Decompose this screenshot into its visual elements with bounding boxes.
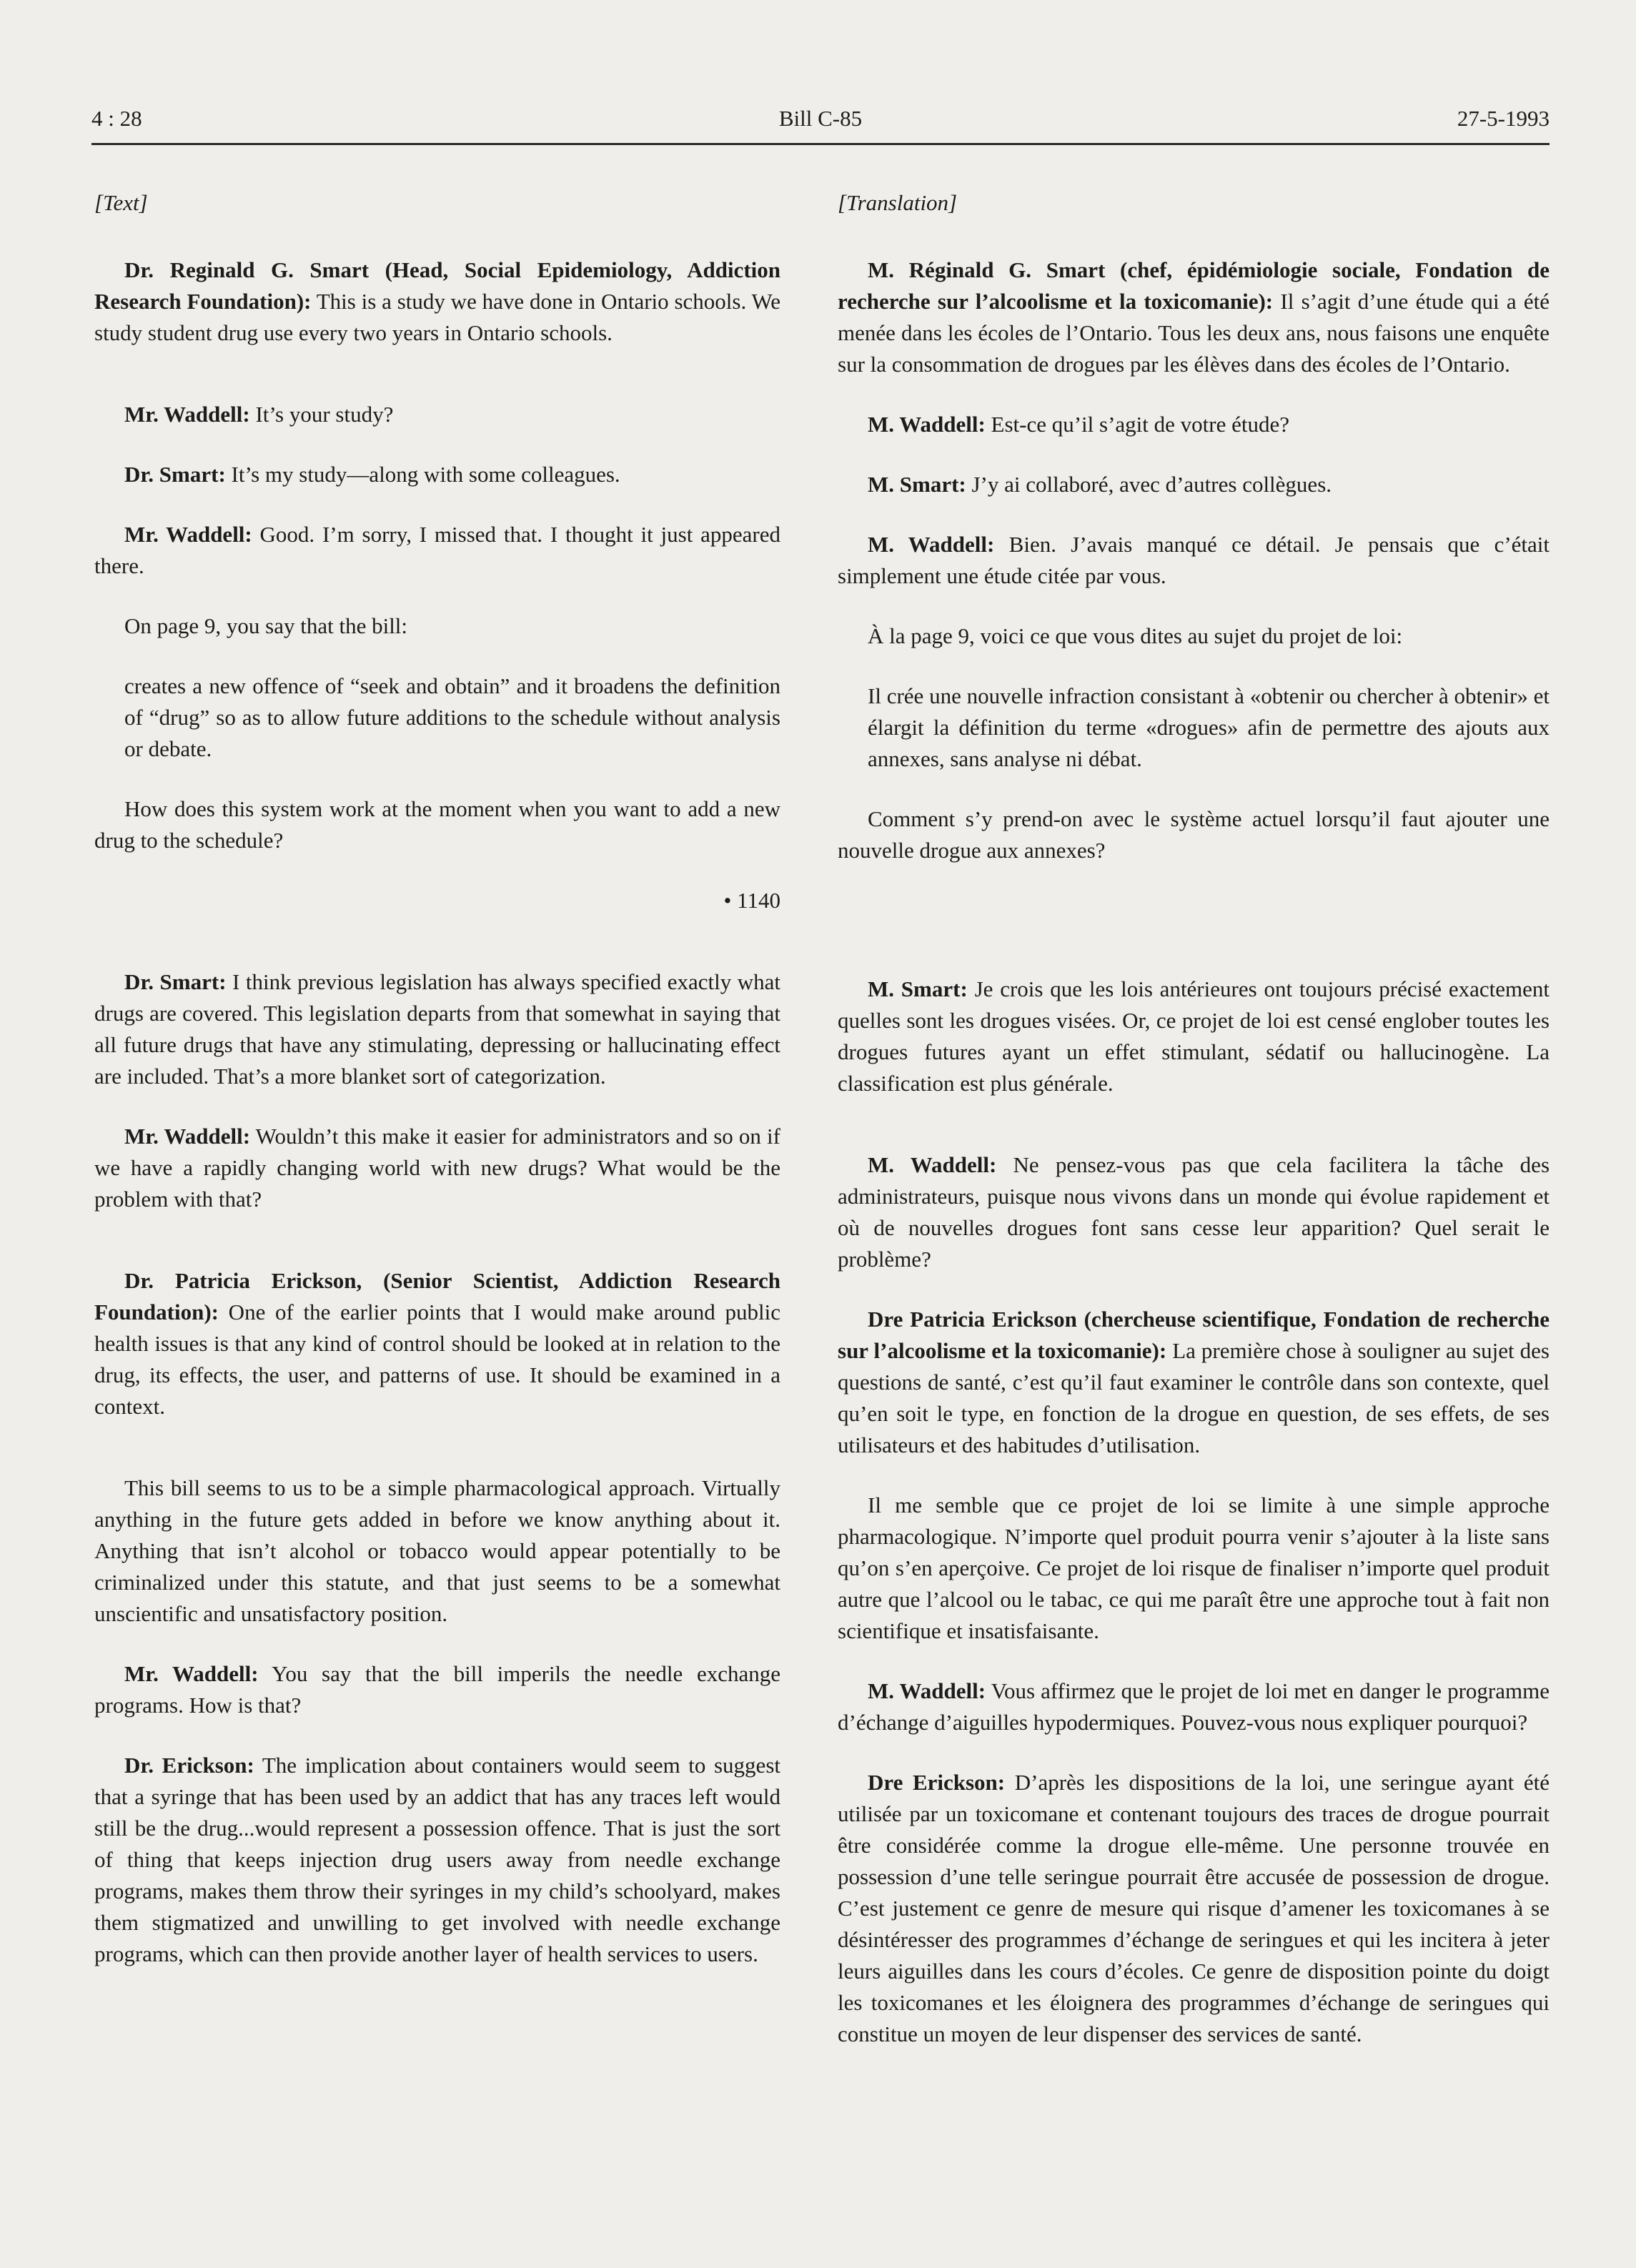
speech-text: It’s my study—along with some colleagues. bbox=[225, 462, 620, 487]
speaker-name: M. Smart: bbox=[868, 976, 968, 1001]
speech-text: You say that the bill imperils the needle exchange programs. How is that? bbox=[94, 1661, 780, 1718]
speaker-name: M. Smart: bbox=[868, 472, 966, 497]
translation-tag: [Translation] bbox=[838, 190, 958, 215]
header-rule bbox=[91, 143, 1550, 145]
paragraph: On page 9, you say that the bill: bbox=[124, 613, 408, 638]
block-quote: Il crée une nouvelle infraction consistant à «obtenir ou chercher à obtenir» et élargit la définition du terme «drogues» afin de permettre des ajouts aux annexes, sans analyse ni débat. bbox=[868, 683, 1550, 771]
page-header bbox=[91, 106, 1550, 143]
speaker-name: Mr. Waddell: bbox=[124, 1124, 251, 1149]
speech-text: Ne pensez-vous pas que cela facilitera la tâche des administrateurs, puisque nous vivons dans un monde qui évolue rapidement et où de nouvelles drogues font sans cesse leur apparition? Quel serait le problème? bbox=[838, 1152, 1550, 1272]
time-marker: • 1140 bbox=[723, 888, 780, 913]
speaker-name: Dr. Reginald G. Smart (Head, Social Epidemiology, Addiction Research Foundation): bbox=[94, 257, 780, 314]
speech-text: One of the earlier points that I would make around public health issues is that any kind of control should be looked at in relation to the drug, its effects, the user, and patterns of use. It should be examined in a context. bbox=[94, 1299, 780, 1419]
speaker-name: Dre Patricia Erickson (chercheuse scientifique, Fondation de recherche sur l’alcoolisme et la toxicomanie): bbox=[838, 1307, 1550, 1363]
speech-text: Je crois que les lois antérieures ont toujours précisé exactement quelles sont les drogues visées. Or, ce projet de loi est censé englober toutes les drogues futures ayant un effet stimulant, sédatif ou hallucinogène. La classification est plus générale. bbox=[838, 976, 1550, 1096]
paragraph bbox=[94, 1658, 780, 1721]
speaker-name: Dr. Erickson: bbox=[124, 1753, 254, 1778]
speaker-name: Mr. Waddell: bbox=[124, 1661, 259, 1686]
speaker-name: M. Waddell: bbox=[868, 532, 995, 557]
paragraph bbox=[94, 254, 780, 349]
paragraph bbox=[94, 459, 780, 490]
paragraph: Il me semble que ce projet de loi se limite à une simple approche pharmacologique. N’importe quel produit pourra venir s’ajouter à la liste sans qu’on s’en aperçoive. Ce projet de loi risque de finaliser n’importe quel produit autre que l’alcool ou le tabac, ce qui me paraît être une approche tout à fait non scientifique et insatisfaisante. bbox=[838, 1492, 1550, 1643]
speech-text: Est-ce qu’il s’agit de votre étude? bbox=[985, 412, 1290, 437]
paragraph bbox=[94, 1750, 780, 1970]
paragraph bbox=[838, 254, 1550, 380]
speech-text: La première chose à souligner au sujet des questions de santé, c’est qu’il faut examiner le contrôle dans son contexte, quel qu’en soit le type, en fonction de la drogue en question, de ses effets, de ses utilisateurs et des habitudes d’utilisation. bbox=[838, 1338, 1550, 1457]
speech-text: It’s your study? bbox=[249, 402, 394, 427]
speaker-name: Dr. Patricia Erickson, (Senior Scientist, Addiction Research Foundation): bbox=[94, 1268, 780, 1324]
paragraph bbox=[94, 966, 780, 1092]
paragraph bbox=[838, 409, 1550, 440]
speaker-name: Mr. Waddell: bbox=[124, 522, 252, 547]
speech-text: This is a study we have done in Ontario schools. We study student drug use every two years in Ontario schools. bbox=[94, 289, 781, 345]
speaker-name: M. Waddell: bbox=[868, 1152, 997, 1177]
paragraph: Comment s’y prend-on avec le système actuel lorsqu’il faut ajouter une nouvelle drogue aux annexes? bbox=[838, 806, 1550, 863]
bill-title: Bill C-85 bbox=[778, 106, 863, 131]
speaker-name: M. Waddell: bbox=[868, 412, 986, 437]
speaker-name: Dr. Smart: bbox=[124, 462, 226, 487]
speaker-name: Dre Erickson: bbox=[868, 1770, 1006, 1795]
paragraph bbox=[838, 1304, 1550, 1461]
paragraph bbox=[838, 1675, 1550, 1738]
speaker-name: M. Réginald G. Smart (chef, épidémiologie sociale, Fondation de recherche sur l’alcoolisme et la toxicomanie): bbox=[838, 257, 1550, 314]
speaker-name: Dr. Smart: bbox=[124, 969, 227, 994]
text-tag: [Text] bbox=[94, 190, 148, 215]
paragraph bbox=[838, 1767, 1550, 2050]
paragraph: À la page 9, voici ce que vous dites au sujet du projet de loi: bbox=[868, 623, 1403, 648]
paragraph: How does this system work at the moment when you want to add a new drug to the schedule? bbox=[94, 796, 780, 853]
block-quote: creates a new offence of “seek and obtain” and it broadens the definition of “drug” so as to allow future additions to the schedule without analysis or debate. bbox=[124, 673, 780, 761]
speech-text: Good. I’m sorry, I missed that. I thought it just appeared there. bbox=[94, 522, 780, 578]
header-date: 27-5-1993 bbox=[1457, 106, 1550, 131]
paragraph bbox=[838, 529, 1550, 592]
speech-text: I think previous legislation has always specified exactly what drugs are covered. This legislation departs from that somewhat in saying that all future drugs that have any stimulating, depressing or hallucinating effect are included. That’s a more blanket sort of categorization. bbox=[94, 969, 781, 1089]
paragraph bbox=[94, 519, 780, 582]
paragraph bbox=[94, 1121, 780, 1215]
speaker-name: M. Waddell: bbox=[868, 1678, 986, 1703]
speech-text: Bien. J’avais manqué ce détail. Je pensais que c’était simplement une étude citée par vous. bbox=[838, 532, 1550, 588]
paragraph bbox=[838, 1149, 1550, 1275]
speech-text: Wouldn’t this make it easier for administrators and so on if we have a rapidly changing world with new drugs? What would be the problem with that? bbox=[94, 1124, 780, 1212]
french-column bbox=[838, 187, 1550, 2079]
speech-text: D’après les dispositions de la loi, une seringue ayant été utilisée par un toxicomane et contenant toujours des traces de drogue pourrait être considérée comme la drogue elle-même. Une personne trouvée en possession d’une telle seringue pourrait être accusée de possession de drogue. C’est justement ce genre de mesure qui risque d’amener les toxicomanes à se désintéresser des programmes d’échange de seringues et qui les incitera à jeter leurs aiguilles dans les cours d’écoles. Ce genre de disposition pointe du doigt les toxicomanes et les éloignera des programmes d’échange de seringues qui constitue un moyen de leur dispenser des services de santé. bbox=[838, 1770, 1550, 2046]
speech-text: The implication about containers would seem to suggest that a syringe that has been used by an addict that has any traces left would still be the drug...would represent a possession offence. That is just the sort of thing that keeps injection drug users away from needle exchange programs, makes them throw their syringes in my child’s schoolyard, makes them stigmatized and unwilling to get involved with needle exchange programs, which can then provide another layer of health services to users. bbox=[94, 1753, 780, 1966]
paragraph bbox=[838, 469, 1550, 500]
paragraph bbox=[838, 974, 1550, 1099]
paragraph: This bill seems to us to be a simple pharmacological approach. Virtually anything in the future gets added in before we know anything about it. Anything that isn’t alcohol or tobacco would appear potentially to be criminalized under this statute, and that just seems to be a somewhat unscientific and unsatisfactory position. bbox=[94, 1475, 780, 1626]
speech-text: Il s’agit d’une étude qui a été menée dans les écoles de l’Ontario. Tous les deux ans, nous faisons une enquête sur la consommation de drogues par les élèves dans des écoles de l’Ontario. bbox=[838, 289, 1550, 377]
paragraph bbox=[94, 1265, 780, 1422]
speaker-name: Mr. Waddell: bbox=[124, 402, 250, 427]
speech-text: Vous affirmez que le projet de loi met en danger le programme d’échange d’aiguilles hypodermiques. Pouvez-vous nous expliquer pourquoi? bbox=[838, 1678, 1550, 1735]
speech-text: J’y ai collaboré, avec d’autres collègues. bbox=[966, 472, 1332, 497]
paragraph bbox=[94, 399, 780, 430]
page-number: 4 : 28 bbox=[91, 106, 142, 131]
english-column bbox=[94, 187, 780, 1999]
